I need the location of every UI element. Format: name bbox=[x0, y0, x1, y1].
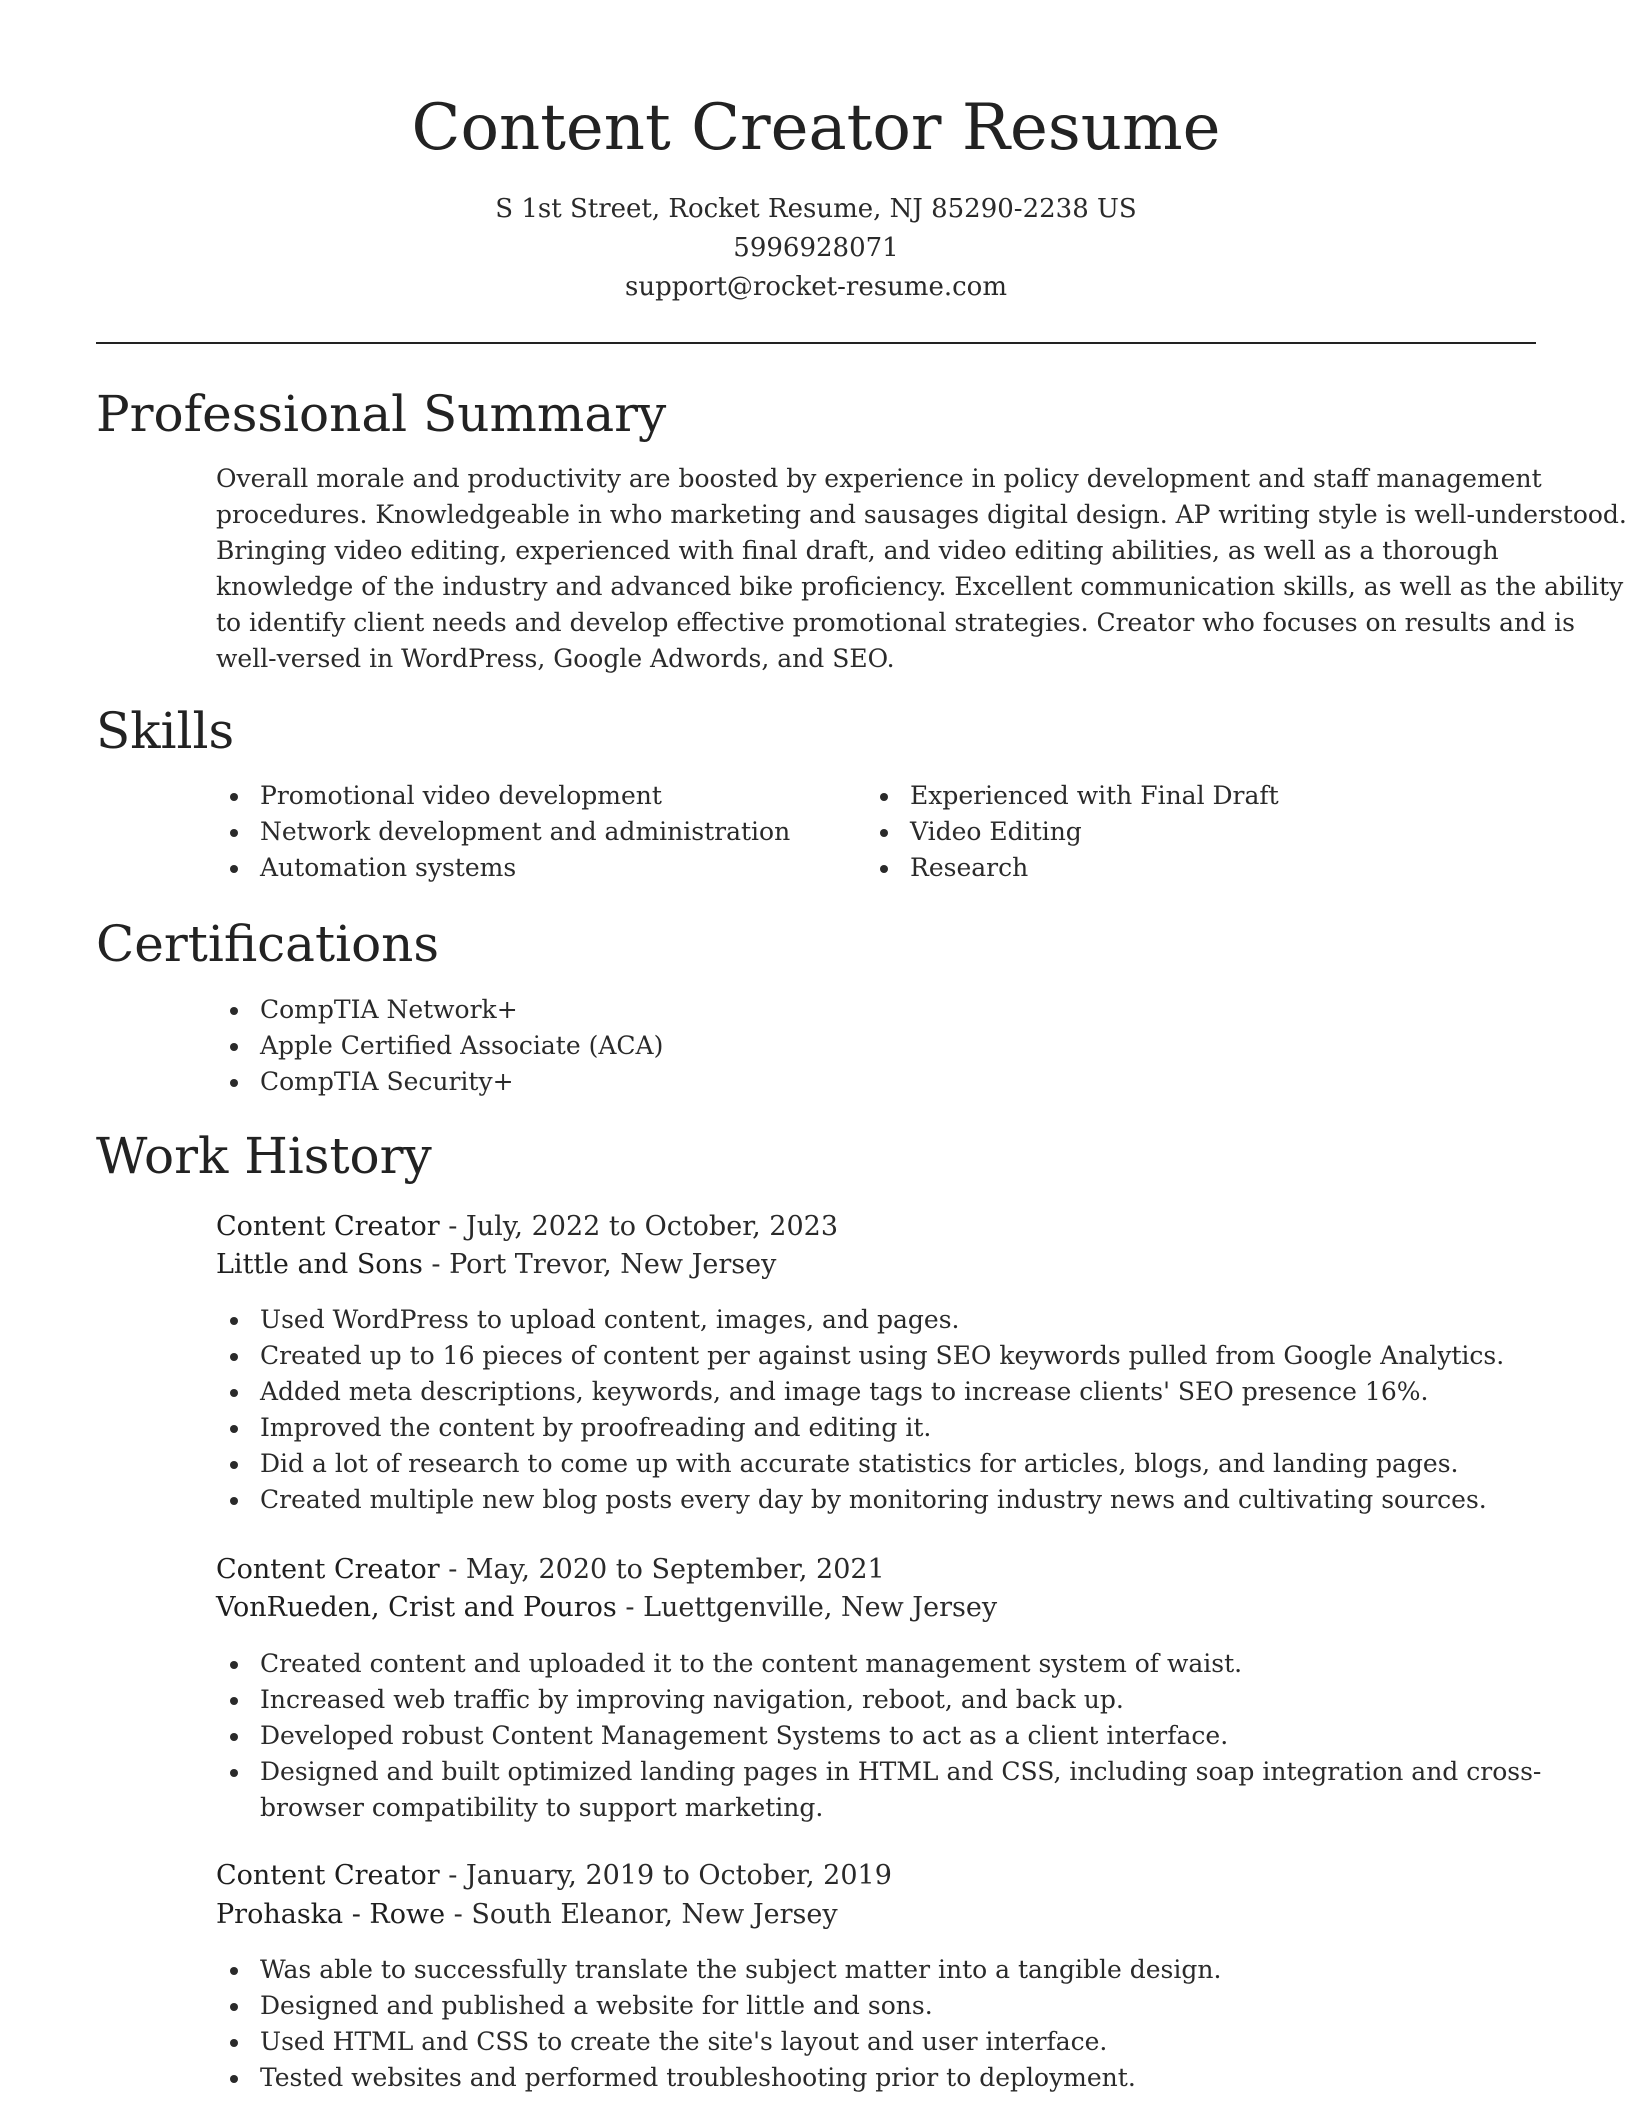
job-title-line bbox=[216, 1551, 885, 1589]
bullet-text: Designed and built optimized landing pages in HTML and CSS, including soap integration and cross- bbox=[260, 1757, 1542, 1786]
job-company: Little and Sons bbox=[216, 1249, 423, 1280]
job-title-line bbox=[216, 1208, 838, 1246]
job-company: Prohaska - Rowe bbox=[216, 1899, 446, 1930]
skill-label: Experienced with Final Draft bbox=[910, 781, 1279, 810]
certifications-list bbox=[216, 992, 663, 1100]
bullet-text: Tested websites and performed troubleshooting prior to deployment. bbox=[260, 2063, 1136, 2092]
summary-line: Overall morale and productivity are boosted by experience in policy development and staff management bbox=[216, 464, 1542, 493]
list-item bbox=[216, 2060, 1221, 2096]
list-item bbox=[216, 1028, 663, 1064]
bullet-icon bbox=[230, 1317, 238, 1325]
bullet-icon bbox=[230, 793, 238, 801]
certification-label: Apple Certified Associate (ACA) bbox=[260, 1031, 664, 1060]
job-dates: January, 2019 to October, 2019 bbox=[465, 1860, 892, 1891]
bullet-icon bbox=[230, 1007, 238, 1015]
job-bullets bbox=[216, 1646, 1541, 1826]
separator: - bbox=[439, 1211, 466, 1242]
list-item bbox=[866, 778, 1279, 814]
contact-phone: 5996928071 bbox=[733, 233, 899, 263]
bullet-text: Used HTML and CSS to create the site's layout and user interface. bbox=[260, 2027, 1108, 2056]
job-title: Content Creator bbox=[216, 1860, 440, 1891]
job-dates: July, 2022 to October, 2023 bbox=[465, 1211, 839, 1242]
bullet-icon bbox=[880, 793, 888, 801]
certification-label: CompTIA Security+ bbox=[260, 1067, 514, 1096]
bullet-icon bbox=[230, 1461, 238, 1469]
separator: - bbox=[616, 1592, 644, 1623]
job-location: South Eleanor, New Jersey bbox=[471, 1899, 838, 1930]
job-company-line bbox=[216, 1896, 838, 1934]
job-company: VonRueden, Crist and Pouros bbox=[216, 1592, 617, 1623]
separator: - bbox=[439, 1554, 466, 1585]
bullet-text: Designed and published a website for little and sons. bbox=[260, 1991, 933, 2020]
bullet-icon bbox=[230, 1353, 238, 1361]
bullet-icon bbox=[230, 2039, 238, 2047]
skill-label: Automation systems bbox=[260, 853, 517, 882]
bullet-icon bbox=[230, 865, 238, 873]
bullet-icon bbox=[230, 1425, 238, 1433]
bullet-icon bbox=[230, 1079, 238, 1087]
summary-line: procedures. Knowledgeable in who marketing and sausages digital design. AP writing style is well-understood. bbox=[216, 500, 1627, 529]
contact-block bbox=[0, 190, 1632, 307]
resume-header bbox=[0, 84, 1632, 307]
skill-label: Research bbox=[910, 853, 1029, 882]
job-bullets bbox=[216, 1952, 1221, 2096]
skill-label: Network development and administration bbox=[260, 817, 791, 846]
list-item bbox=[216, 1064, 663, 1100]
job-company-line bbox=[216, 1589, 997, 1627]
bullet-text: Used WordPress to upload content, images, and pages. bbox=[260, 1305, 960, 1334]
bullet-icon bbox=[230, 1697, 238, 1705]
summary-line: knowledge of the industry and advanced bike proficiency. Excellent communication skills, as well as the ability bbox=[216, 572, 1624, 601]
list-item bbox=[216, 1646, 1541, 1682]
job-title-line bbox=[216, 1857, 892, 1895]
skill-label: Promotional video development bbox=[260, 781, 662, 810]
bullet-icon bbox=[230, 1769, 238, 1777]
separator: - bbox=[439, 1860, 466, 1891]
list-item bbox=[216, 1988, 1221, 2024]
bullet-text: Improved the content by proofreading and editing it. bbox=[260, 1413, 932, 1442]
section-heading-certifications: Certifications bbox=[96, 915, 440, 973]
list-item bbox=[216, 1302, 1504, 1338]
contact-email: support@rocket-resume.com bbox=[624, 272, 1007, 302]
separator: - bbox=[445, 1899, 472, 1930]
list-item bbox=[216, 1374, 1504, 1410]
summary-paragraph bbox=[216, 461, 1627, 677]
bullet-text: Developed robust Content Management Systems to act as a client interface. bbox=[260, 1721, 1229, 1750]
job-company-line bbox=[216, 1246, 776, 1284]
summary-line: well-versed in WordPress, Google Adwords, and SEO. bbox=[216, 644, 895, 673]
bullet-text-continued: browser compatibility to support marketing. bbox=[260, 1793, 824, 1822]
list-item bbox=[216, 814, 790, 850]
bullet-icon bbox=[230, 1661, 238, 1669]
bullet-icon bbox=[230, 1733, 238, 1741]
list-item bbox=[216, 1482, 1504, 1518]
list-item bbox=[216, 1718, 1541, 1754]
bullet-icon bbox=[230, 1497, 238, 1505]
header-divider bbox=[96, 342, 1536, 344]
bullet-text: Created up to 16 pieces of content per against using SEO keywords pulled from Google Analytics. bbox=[260, 1341, 1505, 1370]
list-item bbox=[216, 992, 663, 1028]
list-item bbox=[216, 1446, 1504, 1482]
certification-label: CompTIA Network+ bbox=[260, 995, 518, 1024]
bullet-text: Did a lot of research to come up with accurate statistics for articles, blogs, and landing pages. bbox=[260, 1449, 1459, 1478]
job-title: Content Creator bbox=[216, 1554, 440, 1585]
bullet-text: Added meta descriptions, keywords, and image tags to increase clients' SEO presence 16%. bbox=[260, 1377, 1429, 1406]
job-location: Luettgenville, New Jersey bbox=[643, 1592, 998, 1623]
bullet-icon bbox=[230, 1389, 238, 1397]
separator: - bbox=[422, 1249, 450, 1280]
section-heading-work-history: Work History bbox=[96, 1127, 432, 1185]
bullet-icon bbox=[880, 865, 888, 873]
job-title: Content Creator bbox=[216, 1211, 440, 1242]
skills-list-col2 bbox=[866, 778, 1279, 886]
bullet-icon bbox=[230, 2075, 238, 2083]
bullet-icon bbox=[230, 829, 238, 837]
resume-title: Content Creator Resume bbox=[411, 91, 1221, 165]
summary-line: Bringing video editing, experienced with final draft, and video editing abilities, as well as a thorough bbox=[216, 536, 1499, 565]
list-item bbox=[216, 778, 790, 814]
section-heading-summary: Professional Summary bbox=[96, 385, 667, 443]
list-item bbox=[866, 850, 1279, 886]
bullet-text: Created multiple new blog posts every day by monitoring industry news and cultivating sources. bbox=[260, 1485, 1487, 1514]
job-bullets bbox=[216, 1302, 1504, 1518]
section-heading-skills: Skills bbox=[96, 702, 235, 760]
job-location: Port Trevor, New Jersey bbox=[449, 1249, 777, 1280]
list-item bbox=[216, 1754, 1541, 1826]
skill-label: Video Editing bbox=[910, 817, 1082, 846]
skills-list-col1 bbox=[216, 778, 790, 886]
list-item bbox=[216, 1952, 1221, 1988]
bullet-text: Increased web traffic by improving navigation, reboot, and back up. bbox=[260, 1685, 1124, 1714]
list-item bbox=[216, 850, 790, 886]
summary-line: to identify client needs and develop effective promotional strategies. Creator who focuses on results and is bbox=[216, 608, 1575, 637]
list-item bbox=[216, 2024, 1221, 2060]
list-item bbox=[216, 1682, 1541, 1718]
bullet-icon bbox=[230, 1967, 238, 1975]
bullet-icon bbox=[230, 1043, 238, 1051]
list-item bbox=[216, 1338, 1504, 1374]
contact-address: S 1st Street, Rocket Resume, NJ 85290-2238 US bbox=[495, 194, 1137, 224]
list-item bbox=[866, 814, 1279, 850]
bullet-text: Created content and uploaded it to the content management system of waist. bbox=[260, 1649, 1243, 1678]
bullet-text: Was able to successfully translate the subject matter into a tangible design. bbox=[260, 1955, 1222, 1984]
bullet-icon bbox=[230, 2003, 238, 2011]
bullet-icon bbox=[880, 829, 888, 837]
list-item bbox=[216, 1410, 1504, 1446]
job-dates: May, 2020 to September, 2021 bbox=[465, 1554, 885, 1585]
